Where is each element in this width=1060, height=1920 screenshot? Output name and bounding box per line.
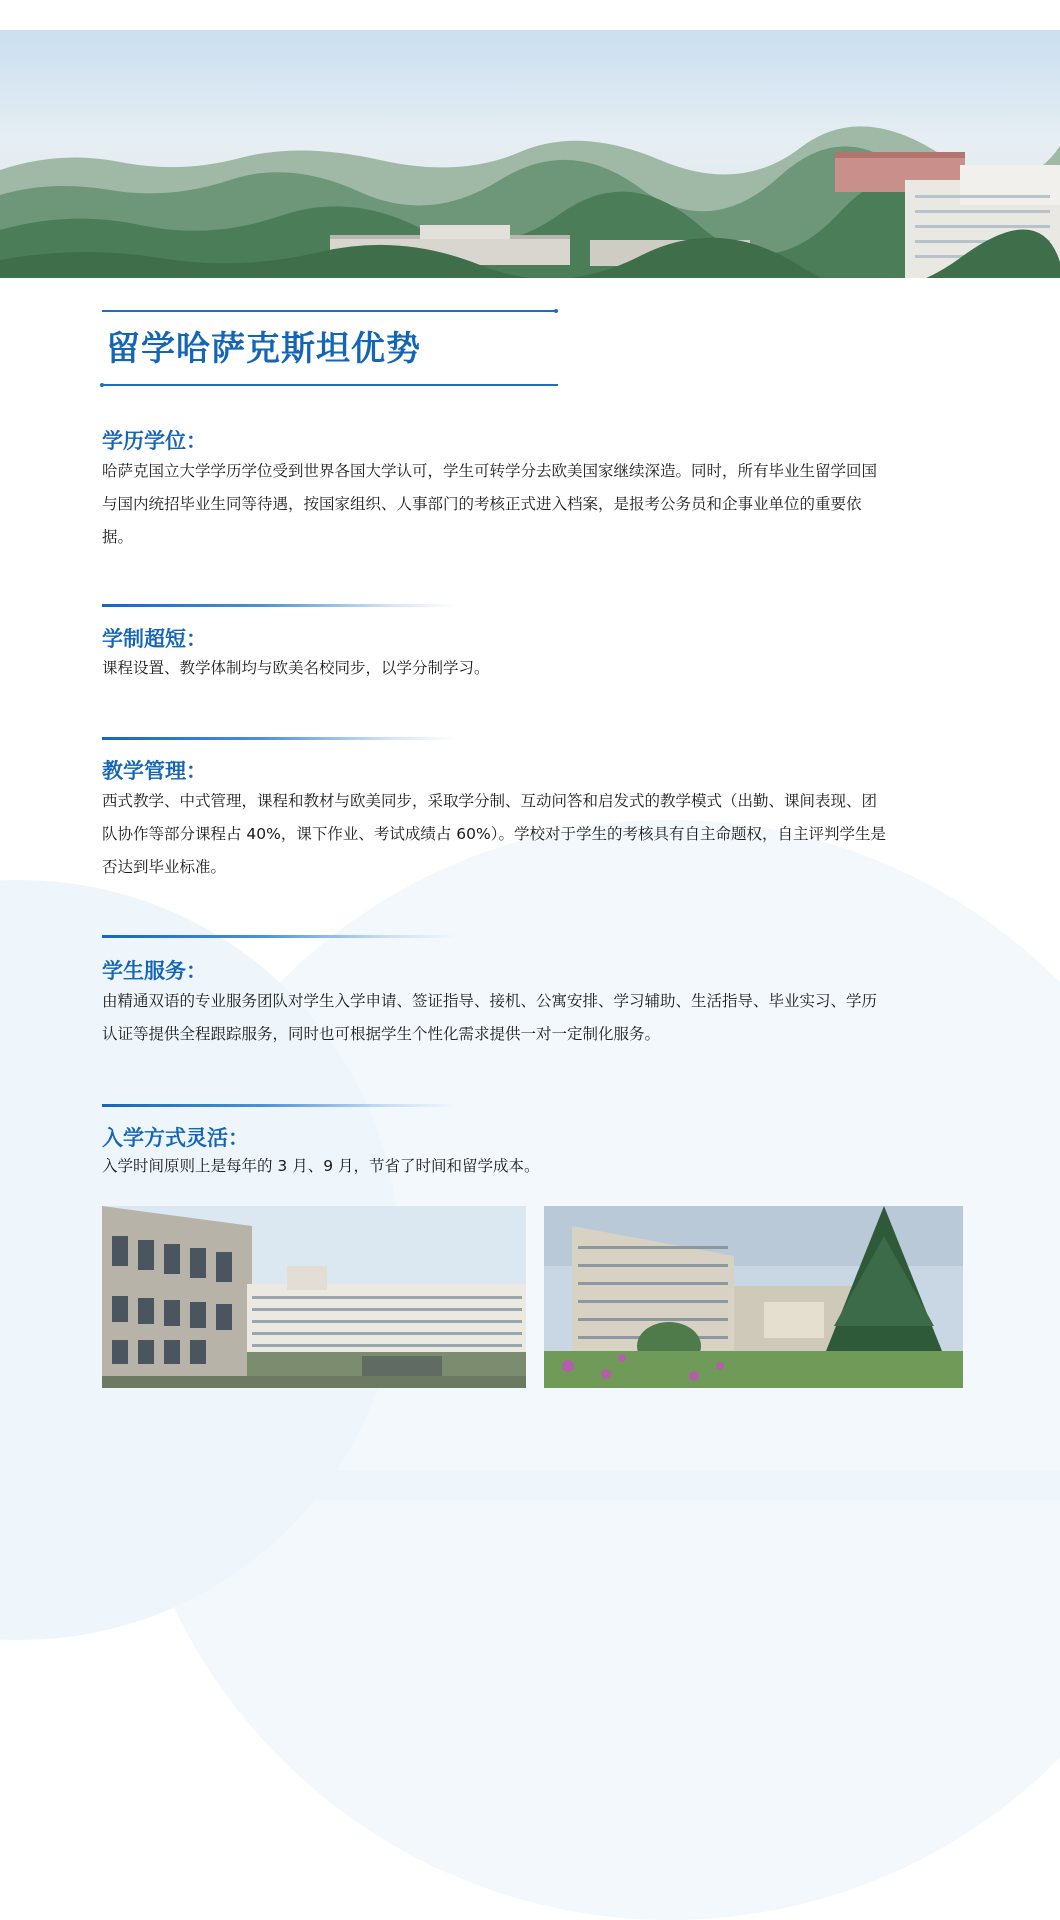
section-heading-teaching: 教学管理： <box>102 759 207 783</box>
section-body-admission: 入学时间原则上是每年的 3 月、9 月，节省了时间和留学成本。 <box>102 1157 540 1175</box>
bottom-band <box>0 1470 1060 1500</box>
title-top-rule-dot <box>554 309 558 313</box>
section-body-service: 由精通双语的专业服务团队对学生入学申请、签证指导、接机、公寓安排、学习辅助、生活指导、毕业实习、学历认证等提供全程跟踪服务，同时也可根据学生个性化需求提供一对一定制化服务。 <box>102 992 878 1043</box>
campus-photo-right <box>544 1206 963 1388</box>
section-body-teaching: 西式教学、中式管理，课程和教材与欧美同步，采取学分制、互动问答和启发式的教学模式（出勤、课间表现、团队协作等部分课程占 40%，课下作业、考试成绩占 60%）。学校对于学生的考核具有自主命题权，自主评判学生是否达到毕业标准。 <box>102 792 887 876</box>
section-divider-admission <box>102 1104 456 1107</box>
section-heading-duration: 学制超短： <box>102 627 207 651</box>
section-heading-degree: 学历学位： <box>102 429 207 453</box>
page-title: 留学哈萨克斯坦优势 <box>106 329 421 369</box>
section-heading-service: 学生服务： <box>102 959 207 983</box>
title-bottom-rule <box>102 384 558 386</box>
section-divider-duration <box>102 604 456 607</box>
campus-photo-left <box>102 1206 526 1388</box>
section-divider-teaching <box>102 737 456 740</box>
section-divider-service <box>102 935 456 938</box>
section-body-duration: 课程设置、教学体制均与欧美名校同步，以学分制学习。 <box>102 659 490 677</box>
section-body-degree: 哈萨克国立大学学历学位受到世界各国大学认可，学生可转学分去欧美国家继续深造。同时，所有毕业生留学回国与国内统招毕业生同等待遇，按国家组织、人事部门的考核正式进入档案，是报考公务员和企事业单位的重要依据。 <box>102 462 878 546</box>
title-top-rule <box>102 310 558 312</box>
campus-panorama-banner <box>0 30 1060 278</box>
title-bottom-rule-dot <box>100 383 104 387</box>
section-heading-admission: 入学方式灵活： <box>102 1126 249 1150</box>
